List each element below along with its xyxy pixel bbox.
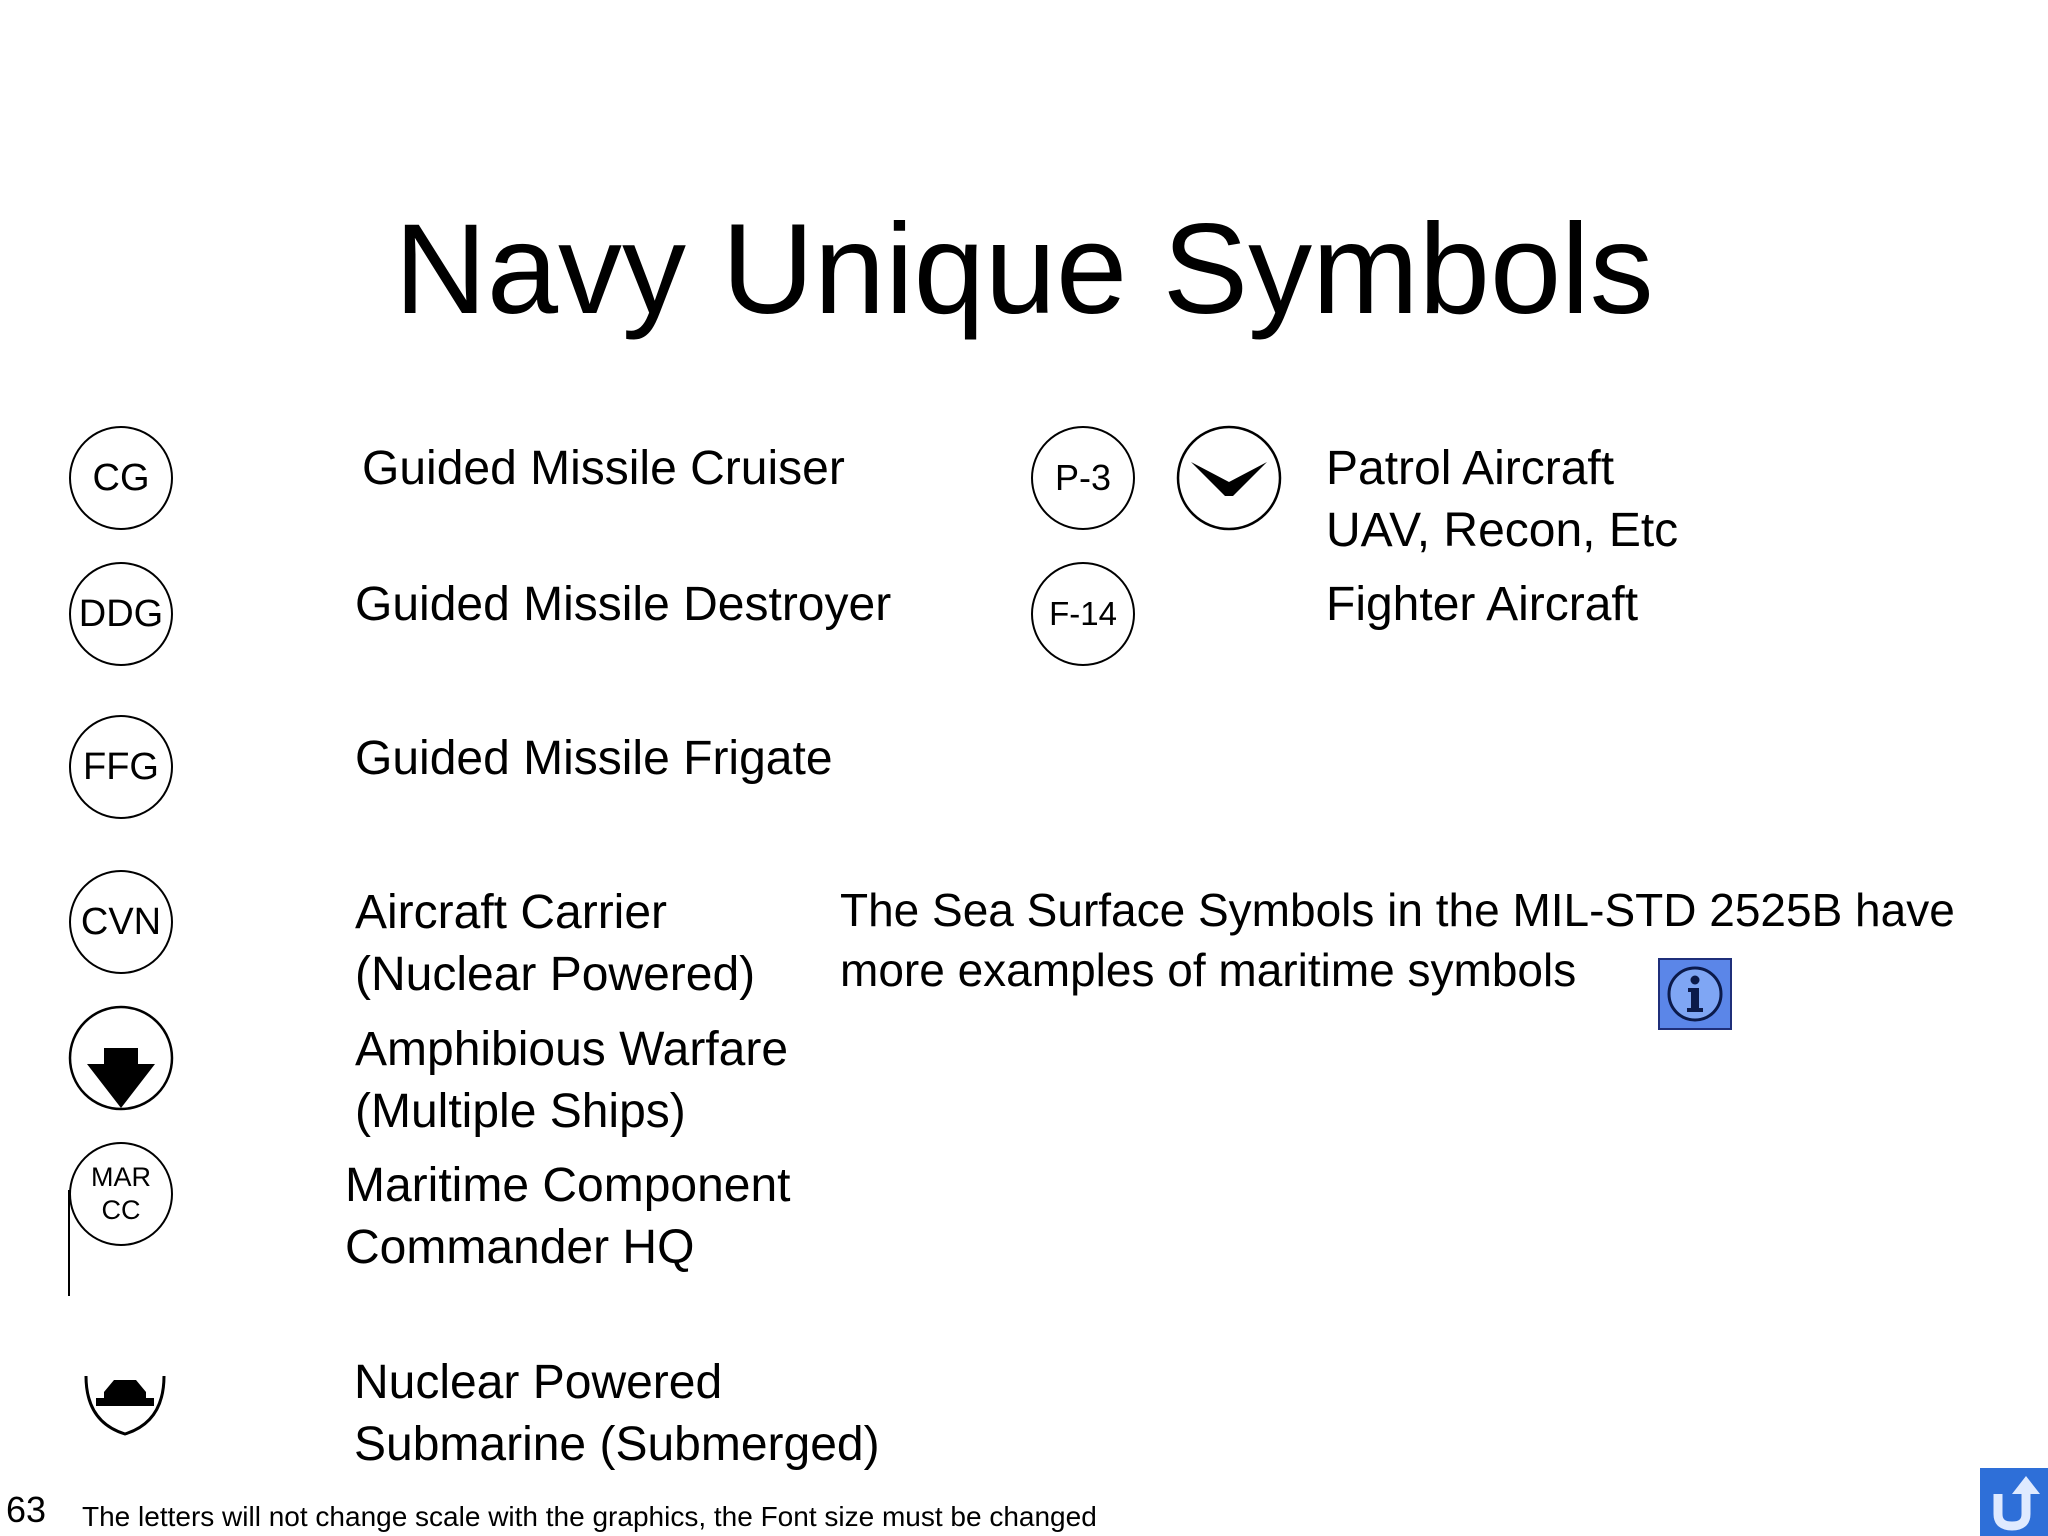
amphibious-label (355, 1019, 788, 1143)
mil-std-note-line2: more examples of maritime symbols (840, 944, 1577, 996)
p3-code: P-3 (1054, 457, 1112, 498)
fighter-label: Fighter Aircraft (1326, 578, 1639, 631)
f14-symbol (1031, 562, 1135, 666)
return-arrow-icon (1980, 1468, 2048, 1536)
marcc-code-line2: CC (101, 1195, 141, 1225)
amphibious-warfare-icon (67, 1004, 175, 1112)
mil-std-note (840, 880, 1955, 1000)
cg-label: Guided Missile Cruiser (362, 442, 845, 495)
return-button[interactable] (1980, 1468, 2048, 1536)
ffg-symbol (69, 715, 173, 819)
info-icon (1660, 960, 1730, 1028)
amphibious-label-line1: Amphibious Warfare (355, 1023, 789, 1076)
mil-std-note-line1: The Sea Surface Symbols in the MIL-STD 2525B have (840, 884, 1955, 936)
f14-code: F-14 (1049, 595, 1117, 632)
marcc-label-line1: Maritime Component (345, 1159, 791, 1212)
patrol-label-line1: Patrol Aircraft (1326, 442, 1615, 495)
marcc-label (345, 1155, 791, 1279)
cvn-label (355, 882, 755, 1006)
marcc-symbol (69, 1142, 173, 1246)
ffg-label: Guided Missile Frigate (355, 732, 833, 785)
info-button[interactable] (1658, 958, 1732, 1030)
amphibious-label-line2: (Multiple Ships) (355, 1085, 686, 1138)
marcc-label-line2: Commander HQ (345, 1221, 695, 1274)
footer-note: The letters will not change scale with the graphics, the Font size must be changed (82, 1501, 1097, 1532)
marcc-code-line1: MAR (91, 1162, 151, 1192)
patrol-label-line2: UAV, Recon, Etc (1326, 504, 1679, 557)
p3-symbol (1031, 426, 1135, 530)
submarine-icon (80, 1372, 170, 1438)
patrol-aircraft-icon (1175, 424, 1283, 532)
cvn-label-line1: Aircraft Carrier (355, 886, 668, 939)
page-number: 63 (6, 1489, 47, 1530)
cvn-code: CVN (80, 900, 162, 943)
ffg-code: FFG (83, 745, 159, 788)
cvn-label-line2: (Nuclear Powered) (355, 948, 756, 1001)
submarine-label (354, 1352, 880, 1476)
cg-symbol (69, 426, 173, 530)
cg-code: CG (92, 456, 150, 499)
ddg-code: DDG (78, 592, 164, 635)
page-title: Navy Unique Symbols (394, 198, 1654, 341)
submarine-label-line1: Nuclear Powered (354, 1356, 723, 1409)
ddg-symbol (69, 562, 173, 666)
patrol-label (1326, 438, 1678, 562)
submarine-label-line2: Submarine (Submerged) (354, 1418, 880, 1471)
ddg-label: Guided Missile Destroyer (355, 578, 892, 631)
cvn-symbol (69, 870, 173, 974)
